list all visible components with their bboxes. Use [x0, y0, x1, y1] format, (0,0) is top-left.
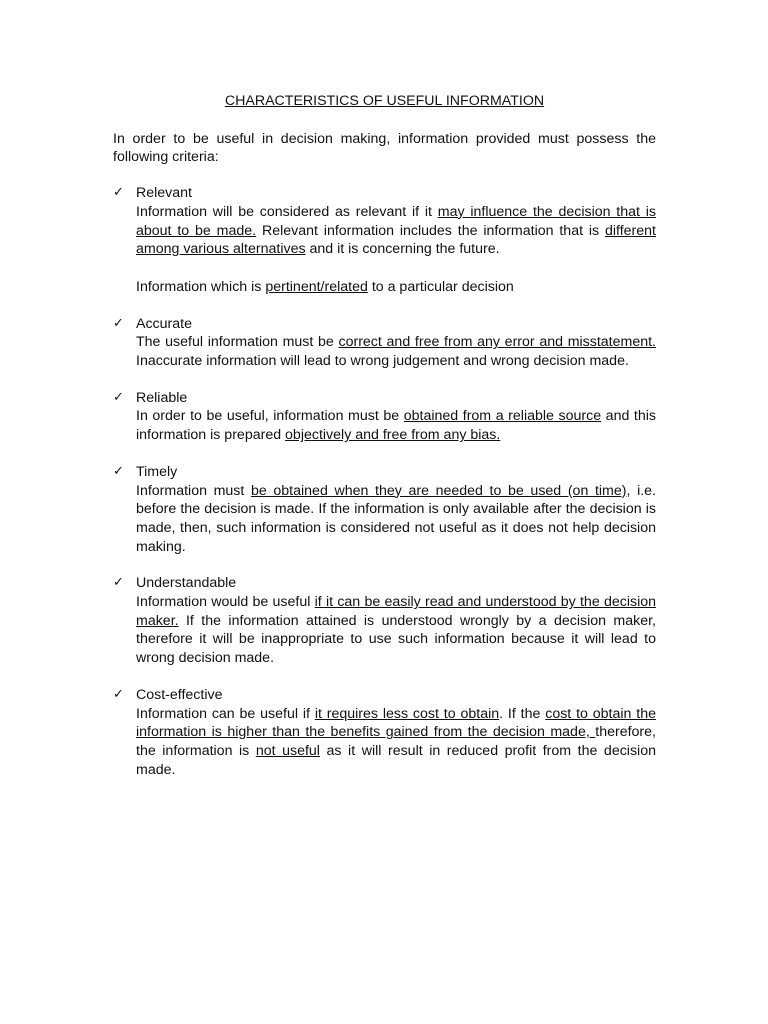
text-run: Information must [136, 482, 251, 499]
criteria-description [136, 482, 656, 557]
text-run: Information which is [136, 278, 266, 295]
underlined-text: it requires less cost to obtain [314, 705, 500, 722]
underlined-text: correct and free from any error and misstatement. [338, 334, 656, 351]
text-run: In order to be useful, information must be [136, 408, 404, 425]
text-run: Information would be useful [136, 594, 315, 611]
checkmark-icon: ✓ [113, 463, 124, 479]
text-run: . If the [499, 705, 546, 722]
text-run: If the information attained is understood wrongly by a decision maker, therefore it will be inappropriate to use such information because it will lead to wrong decision made. [136, 612, 656, 667]
text-run: as it will result in reduced profit from the decision made. [136, 742, 656, 778]
text-run: to a particular decision [367, 278, 514, 295]
criteria-description [136, 705, 656, 780]
criteria-title: Relevant [136, 185, 192, 202]
criteria-title: Timely [136, 463, 178, 480]
criteria-item-relevant [113, 184, 656, 297]
criteria-item-accurate [113, 315, 656, 371]
underlined-text: different among various alternatives [136, 222, 656, 258]
underlined-text: if it can be easily read and understood by the decision maker. [136, 594, 656, 629]
underlined-text: be obtained when they are needed to be used (on time), [250, 482, 631, 499]
underlined-text: pertinent/related [265, 278, 368, 295]
text-run: i.e. before the decision is made. If the information is only available after the decision is made, then, such information is considered not useful as it does not help decision making. [136, 482, 656, 555]
text-run: and this information is prepared [136, 408, 657, 444]
criteria-description [136, 407, 656, 444]
criteria-title: Reliable [136, 389, 188, 406]
text-run: Relevant information includes the information that is [256, 222, 605, 239]
criteria-title: Understandable [136, 575, 237, 592]
checkmark-icon: ✓ [113, 185, 124, 201]
underlined-text: objectively and free from any bias. [285, 427, 501, 444]
text-run: Information will be considered as relevant if it [136, 203, 438, 220]
text-run: Inaccurate information will lead to wrong judgement and wrong decision made. [136, 353, 629, 370]
criteria-note [136, 278, 656, 297]
criteria-item-timely [113, 463, 656, 557]
text-run: The useful information must be [136, 334, 339, 351]
criteria-item-understandable [113, 574, 656, 668]
checkmark-icon: ✓ [113, 686, 124, 702]
checkmark-icon: ✓ [113, 315, 124, 331]
text-run: Information can be useful if [136, 705, 315, 722]
page-title: CHARACTERISTICS OF USEFUL INFORMATION [224, 93, 545, 109]
checkmark-icon: ✓ [113, 389, 124, 405]
criteria-list [113, 184, 656, 779]
intro-paragraph: In order to be useful in decision making, information provided must possess the following criteria: [113, 130, 656, 166]
criteria-title: Cost-effective [136, 686, 223, 703]
text-run: and it is concerning the future. [305, 241, 500, 258]
criteria-item-reliable [113, 389, 656, 445]
criteria-description [136, 593, 656, 668]
underlined-text: obtained from a reliable source [403, 408, 602, 425]
criteria-item-cost-effective [113, 686, 656, 780]
text-run: therefore, the information is [136, 724, 656, 759]
underlined-text: may influence the decision that is about to be made. [136, 203, 656, 239]
criteria-description [136, 333, 656, 370]
underlined-text: cost to obtain the information is higher than the benefits gained from the decision made, [136, 705, 657, 741]
checkmark-icon: ✓ [113, 575, 124, 591]
underlined-text: not useful [255, 742, 320, 759]
criteria-title: Accurate [136, 315, 192, 332]
criteria-description [136, 203, 656, 259]
document-page [113, 92, 656, 797]
